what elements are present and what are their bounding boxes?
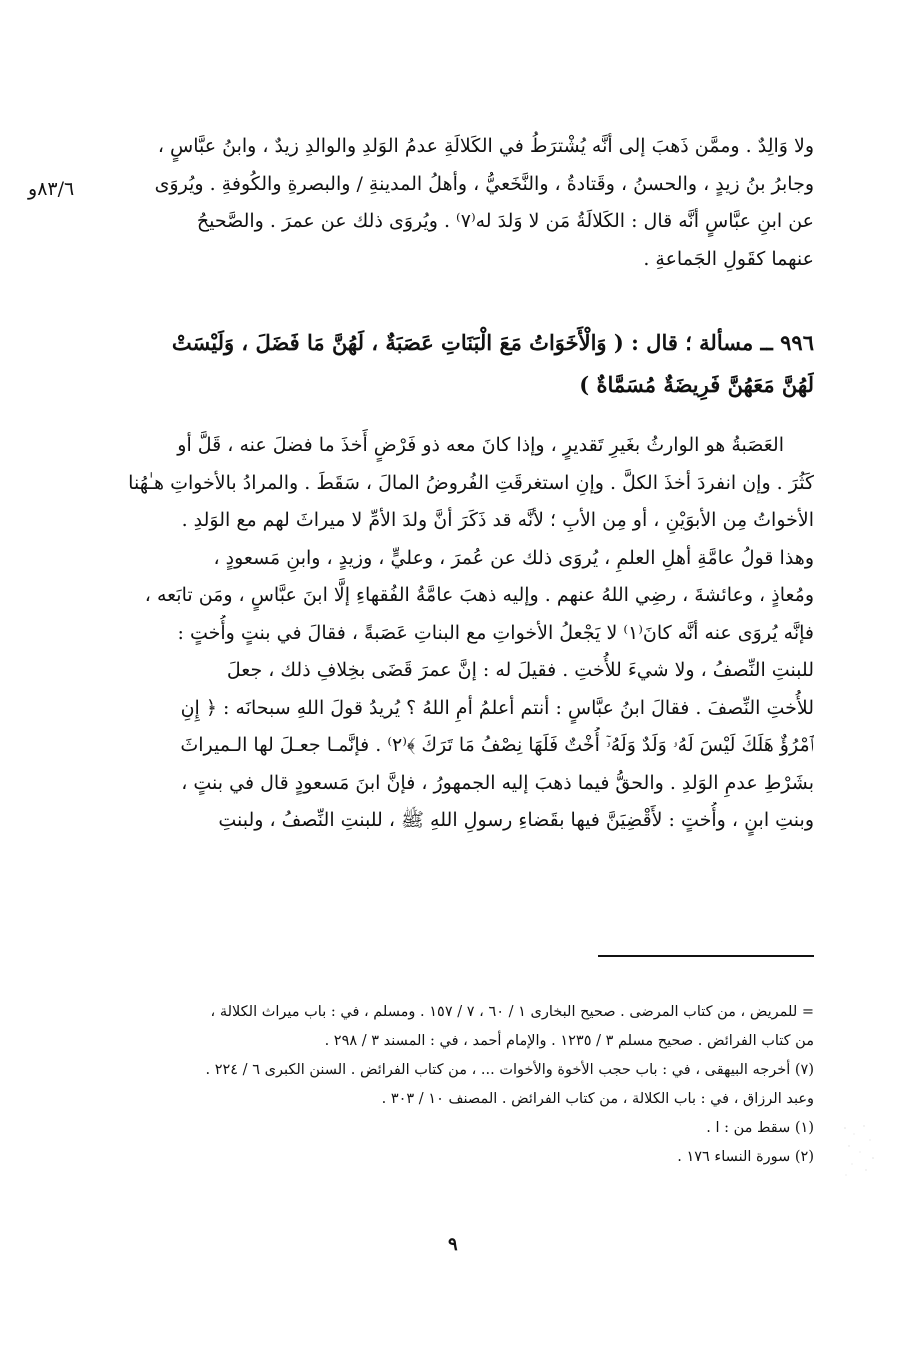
heading-line: ٩٩٦ ــ مسألة ؛ قال : ( وَالْأَخَوَاتُ مَعَ الْبَنَاتِ عَصَبَةٌ ، لَهُنَّ مَا فَضَلَ ، وَلَيْسَتْ: [171, 330, 814, 355]
text-line: وجابرُ بنُ زيدٍ ، والحسنُ ، وقَتادةُ ، والنَّخَعيُّ ، وأهلُ المدينةِ / والبصرةِ والكُوفةِ . ويُروَى: [154, 172, 814, 195]
text-line: للبنتِ النِّصفُ ، ولا شيءَ للأُختِ . فقيلَ له : إنَّ عمرَ قَضَى بخِلافِ ذلك ، جعلَ: [226, 659, 814, 681]
page-number: ٩: [448, 1234, 458, 1255]
footnote-line: (٧) أخرجه البيهقى ، في : باب حجب الأخوة والأخوات ... ، من كتاب الفرائض . السنن الكبرى ٦ / ٢٢٤ .: [205, 1062, 814, 1078]
footnote-line: وعبد الرزاق ، في : باب الكلالة ، من كتاب الفرائض . المصنف ١٠ / ٣٠٣ .: [381, 1091, 814, 1107]
text-line: كَثُرَ . وإن انفردَ أخذَ الكلَّ . وإنِ استغرقَتِ الفُروضُ المالَ ، سَقَطَ . والمرادُ بالأخواتِ هـٰهُنا: [128, 471, 814, 494]
text-line: وهذا قولُ عامَّةِ أهلِ العلمِ ، يُروَى ذلك عن عُمرَ ، وعليٍّ ، وزيدٍ ، وابنِ مَسعودٍ ،: [213, 546, 814, 569]
text-line: الأخواتُ مِن الأبوَيْنِ ، أو مِن الأبِ ؛ لأنَّه قد ذَكَرَ أنَّ ولدَ الأمِّ لا ميراثَ لهم مع الوَلدِ .: [181, 509, 814, 531]
text-line: بشَرْطِ عدمِ الوَلدِ . والحقُّ فيما ذهبَ إليه الجمهورُ ، فإنَّ ابنَ مَسعودٍ قال في بنتٍ ،: [181, 771, 814, 794]
heading-line: لَهُنَّ مَعَهُنَّ فَرِيضَةٌ مُسَمَّاةٌ ): [579, 372, 814, 397]
footnote-line: (٢) سورة النساء ١٧٦ .: [677, 1149, 814, 1165]
text-line: للأُختِ النِّصفَ . فقالَ ابنُ عبَّاسٍ : أنتم أعلمُ أمِ اللهُ ؟ يُريدُ قولَ اللهِ سبحانَه : ﴿ إِنِ: [180, 696, 814, 719]
text-line: عن ابنِ عبَّاسٍ أنَّه قال : الكَلالَةُ مَن لا وَلدَ له⁽٧⁾ . ويُروَى ذلك عن عمرَ . والصَّحيحُ: [196, 210, 814, 232]
text-line: العَصَبةُ هو الوارثُ بغَيرِ تَقديرٍ ، وإذا كانَ معه ذو فَرْضٍ أَخذَ ما فضلَ عنه ، قَلَّ أو: [177, 434, 784, 456]
text-line: ٱمْرُؤٌ هَلَكَ لَيْسَ لَهُۥ وَلَدٌ وَلَهُۥٓ أُخْتٌ فَلَهَا نِصْفُ مَا تَرَكَ ﴾⁽٢⁾ . فإنَّمـا جعـلَ لها الـميراثَ: [180, 734, 814, 756]
paragraph-1: [128, 128, 814, 278]
footnote-line: = للمريض ، من كتاب المرضى . صحيح البخارى ١ / ٦٠ ، ٧ / ١٥٧ . ومسلم ، في : باب ميراث الكلالة ،: [210, 1004, 814, 1020]
footnote-line: (١) سقط من : ا .: [706, 1120, 814, 1136]
footnote-divider: [598, 955, 814, 957]
mas-ala-heading: [128, 322, 814, 406]
text-line: عنهما كقَولِ الجَماعةِ .: [643, 247, 814, 270]
text-line: ولا وَالِدٌ . وممَّن ذَهبَ إلى أنَّه يُشْترَطُ في الكَلالَةِ عدمُ الوَلدِ والوالدِ زيدٌ ، وابنُ عبَّاسٍ ،: [157, 135, 814, 157]
text-line: وبنتِ ابنٍ ، وأُختٍ : لأَقْضِيَنَّ فيها بقَضاءِ رسولِ اللهِ ﷺ ، للبنتِ النِّصفُ ، ولبنتِ: [218, 809, 814, 831]
margin-manuscript-reference: ٨٣/٦و: [28, 178, 75, 200]
scan-speckle-decoration: [840, 1120, 880, 1180]
text-line: ومُعاذٍ ، وعائشةَ ، رضِي اللهُ عنهم . وإليه ذهبَ عامَّةُ الفُقهاءِ إلَّا ابنَ عبَّاسٍ ، ومَن تابَعه ،: [144, 584, 814, 606]
footnote-line: من كتاب الفرائض . صحيح مسلم ٣ / ١٢٣٥ . والإمام أحمد ، في : المسند ٣ / ٢٩٨ .: [324, 1033, 814, 1049]
footnotes: [128, 998, 814, 1172]
paragraph-2: [128, 427, 814, 840]
text-line: فإنَّه يُروَى عنه أنَّه كانَ⁽١⁾ لا يَجْعلُ الأخواتِ مع البناتِ عَصَبةً ، فقالَ في بنتٍ وأُختٍ :: [177, 621, 814, 644]
